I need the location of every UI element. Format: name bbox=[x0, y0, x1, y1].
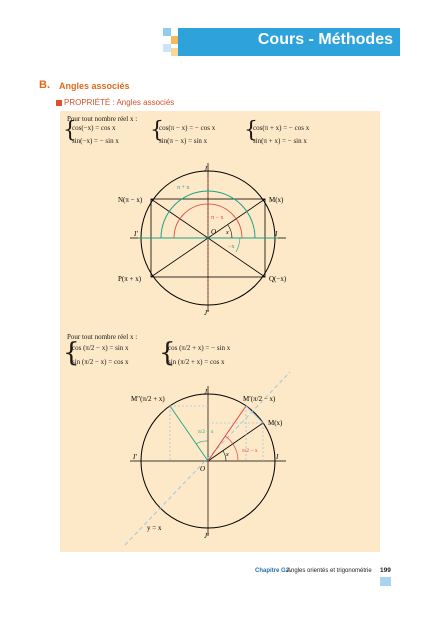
formula: sin (π/2 + x) = cos x bbox=[168, 358, 225, 366]
page-number: 199 bbox=[380, 567, 391, 574]
footer-title: Angles orientés et trigonométrie bbox=[287, 568, 372, 574]
footer-chapter: Chapitre G2. bbox=[255, 568, 291, 574]
formula: cos (π/2 − x) = sin x bbox=[72, 344, 129, 352]
formula: cos(π + x) = − cos x bbox=[253, 124, 310, 132]
label-angle-pi-minus-x: π − x bbox=[211, 215, 224, 221]
label-angle-minus-x: −x bbox=[228, 244, 235, 250]
label-angle-pi-plus-x: π + x bbox=[177, 185, 190, 191]
label-P: P(π + x) bbox=[118, 275, 142, 283]
label-I: I bbox=[276, 453, 279, 461]
formula: cos(π − x) = − cos x bbox=[159, 124, 216, 132]
label-O: O bbox=[211, 228, 217, 236]
label-Q: Q(−x) bbox=[269, 275, 287, 283]
brace: { bbox=[63, 118, 77, 143]
formula: cos(−x) = cos x bbox=[72, 124, 116, 132]
formula: sin (π/2 − x) = cos x bbox=[72, 358, 129, 366]
label-Mpp: M″(π/2 + x) bbox=[131, 395, 165, 403]
arc-pi2-plus-x bbox=[196, 441, 208, 444]
section-title: Angles associés bbox=[59, 81, 130, 91]
footer-deco-box bbox=[380, 577, 391, 586]
label-Jp: J′ bbox=[204, 532, 209, 540]
radius-M bbox=[208, 423, 263, 461]
section-letter: B. bbox=[39, 79, 50, 91]
label-M: M(x) bbox=[269, 196, 284, 204]
brace: { bbox=[244, 118, 258, 143]
label-angle-x: x bbox=[226, 452, 229, 458]
label-angle-pi2-plus-x: π/2 + x bbox=[198, 429, 214, 435]
label-J: J bbox=[204, 388, 208, 396]
label-y-equals-x: y = x bbox=[147, 524, 162, 532]
block2-intro: Pour tout nombre réel x : bbox=[67, 333, 138, 341]
label-Ip: I′ bbox=[134, 230, 138, 238]
symmetry-segment bbox=[246, 406, 263, 423]
label-O: O bbox=[200, 465, 206, 473]
brace: { bbox=[63, 338, 80, 368]
label-Jp: J′ bbox=[204, 309, 209, 317]
page-header-title: Cours - Méthodes bbox=[257, 31, 393, 48]
label-I: I bbox=[275, 230, 278, 238]
label-angle-x: x bbox=[226, 230, 229, 236]
brace: { bbox=[150, 118, 164, 143]
formula: cos (π/2 + x) = − sin x bbox=[168, 344, 231, 352]
formula: sin(−x) = − sin x bbox=[72, 137, 119, 145]
label-Mp: M′(π/2 − x) bbox=[243, 395, 276, 403]
block1-intro: Pour tout nombre réel x : bbox=[67, 115, 138, 123]
property-label: PROPRIÉTÉ : Angles associés bbox=[64, 98, 175, 107]
label-Ip: I′ bbox=[133, 453, 137, 461]
formula: sin(π − x) = sin x bbox=[159, 137, 208, 145]
brace: { bbox=[159, 338, 176, 368]
label-N: N(π − x) bbox=[118, 196, 143, 204]
label-M: M(x) bbox=[268, 419, 283, 427]
label-J: J bbox=[204, 165, 208, 173]
formula: sin(π + x) = − sin x bbox=[253, 137, 307, 145]
label-angle-pi2-minus-x: π/2 − x bbox=[242, 448, 258, 454]
